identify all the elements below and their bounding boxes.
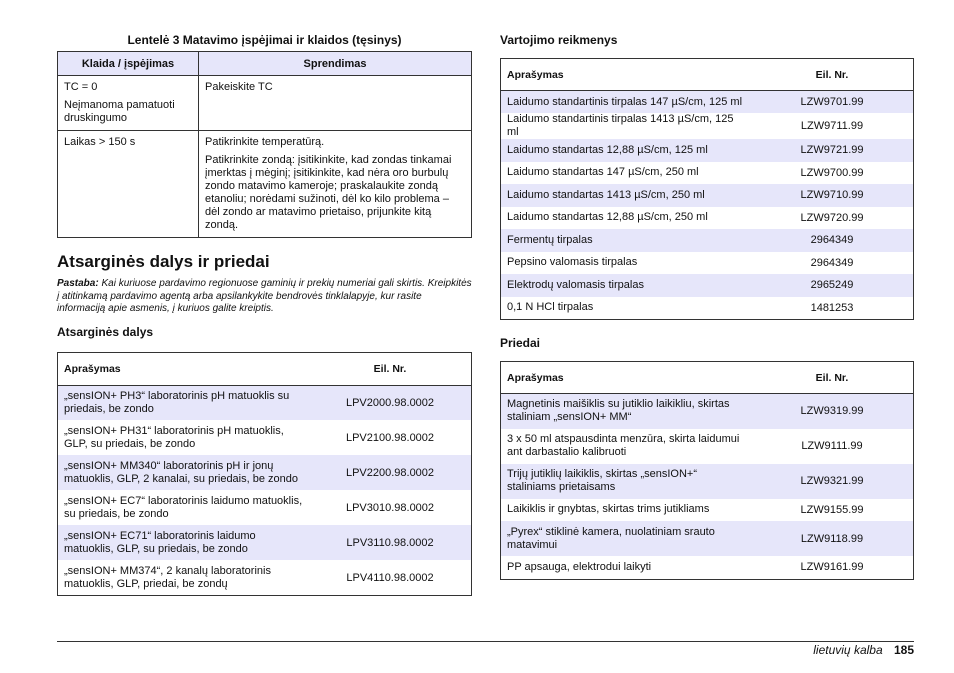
table-row xyxy=(501,394,913,429)
table-row xyxy=(58,490,471,525)
spare-parts-table xyxy=(57,352,472,597)
footer-divider xyxy=(57,641,914,642)
item-catalog-number: LZW9720.99 xyxy=(800,211,864,224)
item-catalog-number: LZW9111.99 xyxy=(801,440,863,452)
item-catalog-number: LZW9701.99 xyxy=(751,91,913,114)
item-catalog-number: LPV2200.98.0002 xyxy=(309,455,471,490)
cat-header: Eil. Nr. xyxy=(309,353,471,386)
right-column xyxy=(500,30,914,580)
item-description: „sensION+ EC7“ laboratorinis laidumo matuoklis, su priedais, be zondo xyxy=(64,494,303,520)
item-catalog-number: 2965249 xyxy=(751,274,913,297)
item-description: „sensION+ PH31“ laboratorinis pH matuoklis, GLP, su priedais, be zondo xyxy=(64,424,284,450)
item-description: Laidumo standartas 1413 µS/cm, 250 ml xyxy=(501,184,751,207)
item-catalog-number: 2964349 xyxy=(810,256,854,269)
item-catalog-number: 2964349 xyxy=(751,229,913,252)
consumables-table xyxy=(500,58,914,320)
table-row xyxy=(501,252,913,275)
table-row xyxy=(501,274,913,297)
table-row xyxy=(58,420,471,455)
item-description: „Pyrex“ stiklinė kamera, nuolatiniam srauto matavimui xyxy=(501,521,751,556)
solution-text: Pakeiskite TC xyxy=(205,81,273,93)
table-row xyxy=(501,297,913,320)
consumables-title: Vartojimo reikmenys xyxy=(500,33,618,47)
spare-parts-title: Atsarginės dalys xyxy=(57,324,154,339)
footer-language: lietuvių kalba xyxy=(813,643,883,657)
item-catalog-number: LZW9155.99 xyxy=(800,503,864,516)
desc-header: Aprašymas xyxy=(58,353,309,386)
note-text: Kai kuriuose pardavimo regionuose gaminių ir prekių numeriai gali skirtis. Kreipkitės į atitinkamą pardavimo agentą arba apsilankykite bendrovės tinklalapyje, kur rasite informaciją apie asmenis, į kuriuos galite kreiptis. xyxy=(57,278,472,314)
item-catalog-number: LZW9711.99 xyxy=(800,120,864,132)
item-description: „sensION+ MM374“, 2 kanalų laboratorinis matuoklis, GLP, priedai, be zondų xyxy=(64,564,271,590)
solution-header: Sprendimas xyxy=(199,52,472,76)
item-description: Magnetinis maišiklis su jutiklio laikikliu, skirtas staliniam „sensION+ MM“ xyxy=(501,394,751,429)
error-text: TC = 0 xyxy=(64,81,98,93)
item-description: „sensION+ PH3“ laboratorinis pH matuoklis su priedais, be zondo xyxy=(58,385,309,420)
table-row xyxy=(58,525,471,560)
solution-text: Patikrinkite zondą: įsitikinkite, kad zondas tinkamai įmerktas į mėginį; įsitikinkite, kad nėra oro burbulų zondo matavimo kameroje; praskalaukite zondą etanoliu; norėdami sužinoti, dėl ko kilo problema – dėl zondo ar matavimo prietaiso, prijunkite kitą zondą. xyxy=(205,154,452,231)
accessories-title: Priedai xyxy=(500,336,541,350)
table-row xyxy=(501,162,913,185)
item-catalog-number: LZW9721.99 xyxy=(751,139,913,162)
desc-header: Aprašymas xyxy=(501,59,751,91)
cat-header: Eil. Nr. xyxy=(751,59,913,91)
item-description: Laidumo standartas 147 µS/cm, 250 ml xyxy=(507,166,699,179)
item-description: „sensION+ MM340“ laboratorinis pH ir jonų matuoklis, GLP, 2 kanalai, su priedais, be zondo xyxy=(58,455,309,490)
error-text: Laikas > 150 s xyxy=(64,136,136,148)
table-row xyxy=(501,113,913,139)
item-description: Laidumo standartas 12,88 µS/cm, 125 ml xyxy=(501,139,751,162)
cat-header: Eil. Nr. xyxy=(751,362,913,394)
table-row xyxy=(501,499,913,522)
table-row xyxy=(58,131,472,238)
item-catalog-number: LPV3110.98.0002 xyxy=(309,525,471,560)
note-label: Pastaba: xyxy=(57,278,99,289)
table-row xyxy=(501,229,913,252)
table-row xyxy=(501,184,913,207)
table-row xyxy=(58,560,471,595)
item-catalog-number: LZW9700.99 xyxy=(800,166,864,179)
solution-cell xyxy=(199,131,472,238)
table-row xyxy=(501,91,913,114)
table-row xyxy=(501,556,913,579)
item-catalog-number: LZW9319.99 xyxy=(751,394,913,429)
table-row xyxy=(501,139,913,162)
item-catalog-number: LZW9161.99 xyxy=(800,561,864,574)
table-row xyxy=(58,385,471,420)
item-catalog-number: LPV2100.98.0002 xyxy=(345,431,435,444)
table-row xyxy=(58,76,472,131)
table-row xyxy=(501,464,913,499)
table-row xyxy=(501,429,913,464)
error-table-caption: Lentelė 3 Matavimo įspėjimai ir klaidos (tęsinys) xyxy=(127,33,402,47)
solution-cell xyxy=(199,76,472,131)
item-description: PP apsauga, elektrodui laikyti xyxy=(507,560,652,573)
item-catalog-number: LZW9710.99 xyxy=(751,184,913,207)
table-row xyxy=(501,207,913,230)
item-description: Pepsino valomasis tirpalas xyxy=(507,256,638,269)
section-title: Atsarginės dalys ir priedai xyxy=(57,252,270,271)
error-cell xyxy=(58,131,199,238)
page-number: 185 xyxy=(893,643,914,657)
footer xyxy=(813,643,914,657)
item-catalog-number: LPV2000.98.0002 xyxy=(309,385,471,420)
error-cell xyxy=(58,76,199,131)
table-header xyxy=(501,59,913,91)
item-description: Trijų jutiklių laikiklis, skirtas „sensION+“ staliniams prietaisams xyxy=(501,464,751,499)
error-table xyxy=(57,51,472,238)
item-description: Laidumo standartinis tirpalas 1413 µS/cm, 125 ml xyxy=(507,113,734,138)
item-catalog-number: LZW9321.99 xyxy=(751,464,913,499)
item-description: Laidumo standartinis tirpalas 147 µS/cm, 125 ml xyxy=(501,91,751,114)
item-catalog-number: LPV4110.98.0002 xyxy=(346,571,434,584)
item-description: Laikiklis ir gnybtas, skirtas trims jutikliams xyxy=(507,503,710,516)
item-catalog-number: LPV3010.98.0002 xyxy=(345,501,435,514)
error-text: Neįmanoma pamatuoti druskingumo xyxy=(64,99,175,124)
item-description: 3 x 50 ml atspausdinta menzūra, skirta laidumui ant darbastalio kalibruoti xyxy=(507,433,740,458)
note xyxy=(57,278,472,316)
desc-header: Aprašymas xyxy=(501,362,751,394)
item-description: „sensION+ EC71“ laboratorinis laidumo matuoklis, GLP, su priedais, be zondo xyxy=(58,525,309,560)
left-column xyxy=(57,30,472,596)
item-description: Laidumo standartas 12,88 µS/cm, 250 ml xyxy=(507,211,708,224)
solution-text: Patikrinkite temperatūrą. xyxy=(205,136,325,148)
error-header: Klaida / įspėjimas xyxy=(58,52,199,76)
item-description: Elektrodų valomasis tirpalas xyxy=(501,274,751,297)
item-catalog-number: 1481253 xyxy=(810,301,854,314)
item-catalog-number: LZW9118.99 xyxy=(751,521,913,556)
table-row xyxy=(501,521,913,556)
item-description: 0,1 N HCl tirpalas xyxy=(507,301,594,314)
accessories-table xyxy=(500,361,914,580)
table-header xyxy=(58,353,471,386)
table-header xyxy=(501,362,913,394)
item-description: Fermentų tirpalas xyxy=(501,229,751,252)
table-row xyxy=(58,455,471,490)
